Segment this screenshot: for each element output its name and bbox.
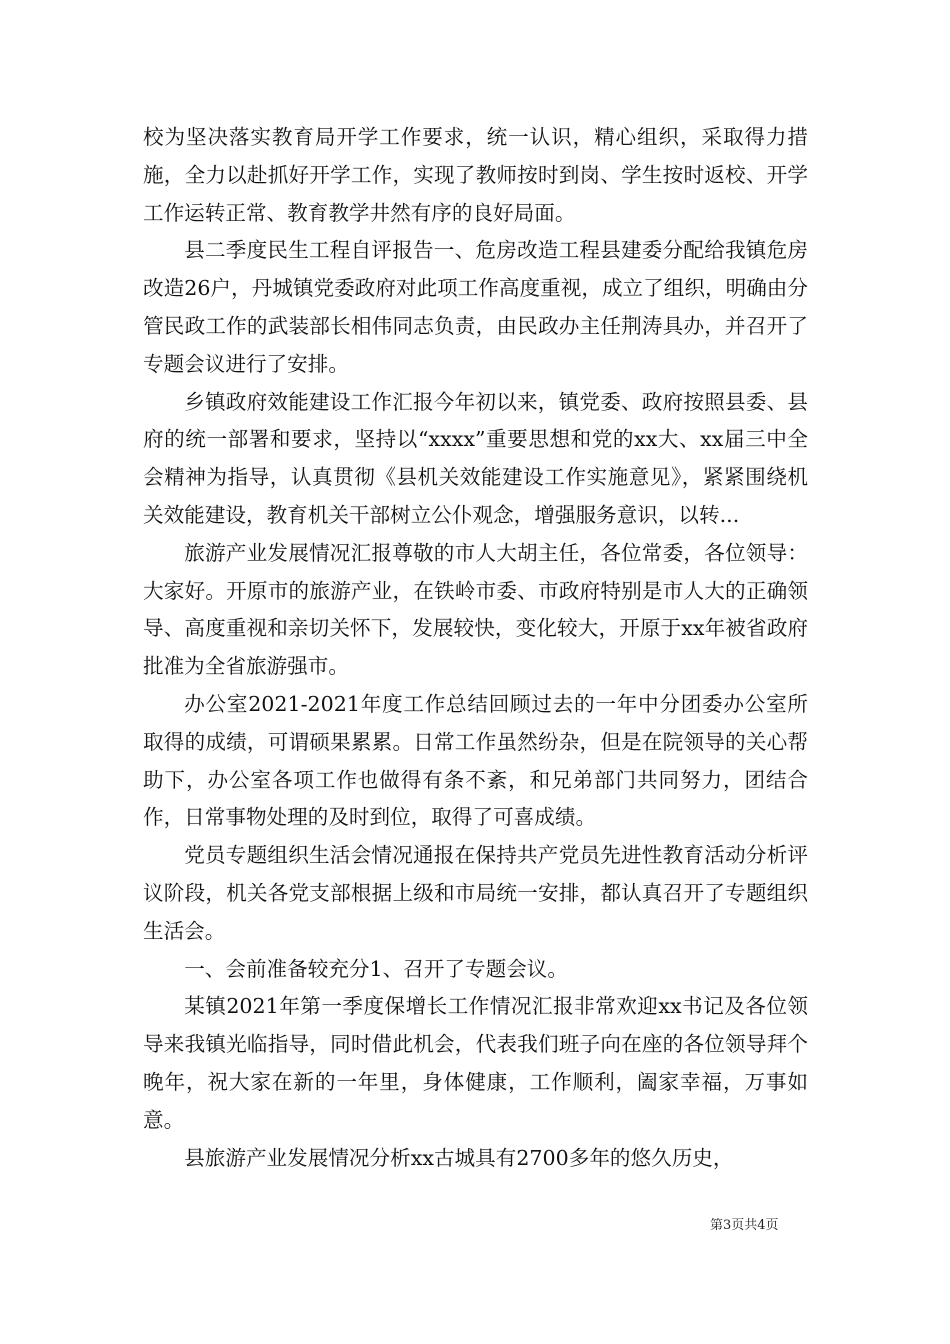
paragraph-3: 乡镇政府效能建设工作汇报今年初以来，镇党委、政府按照县委、县府的统一部署和要求，坚持以“xxxx”重要思想和党的xx大、xx届三中全会精神为指导，认真贯彻《县机关效能建设工作实施意见》，紧紧围绕机关效能建设，教育机关干部树立公仆观念，增强服务意识，以转... bbox=[143, 389, 808, 527]
paragraph-7: 一、会前准备较充分1、召开了专题会议。 bbox=[184, 956, 568, 981]
paragraph-9: 县旅游产业发展情况分析xx古城具有2700多年的悠久历史， bbox=[184, 1145, 734, 1170]
paragraph-8: 某镇2021年第一季度保增长工作情况汇报非常欢迎xx书记及各位领导来我镇光临指导，同时借此机会，代表我们班子向在座的各位领导拜个晚年，祝大家在新的一年里，身体健康，工作顺利，阖家幸福，万事如意。 bbox=[143, 994, 808, 1132]
page-number-footer: 第3页共4页 bbox=[710, 1218, 779, 1233]
document-body bbox=[143, 119, 808, 1177]
paragraph-6: 党员专题组织生活会情况通报在保持共产党员先进性教育活动分析评议阶段，机关各党支部根据上级和市局统一安排，都认真召开了专题组织生活会。 bbox=[143, 843, 808, 943]
paragraph-2: 县二季度民生工程自评报告一、危房改造工程县建委分配给我镇危房改造26户，丹城镇党委政府对此项工作高度重视，成立了组织，明确由分管民政工作的武装部长相伟同志负责，由民政办主任荆涛具办，并召开了专题会议进行了安排。 bbox=[143, 238, 808, 376]
paragraph-4: 旅游产业发展情况汇报尊敬的市人大胡主任，各位常委，各位领导：大家好。开原市的旅游产业，在铁岭市委、市政府特别是市人大的正确领导、高度重视和亲切关怀下，发展较快，变化较大，开原于xx年被省政府批准为全省旅游强市。 bbox=[143, 540, 808, 679]
paragraph-5: 办公室2021-2021年度工作总结回顾过去的一年中分团委办公室所取得的成绩，可谓硕果累累。日常工作虽然纷杂，但是在院领导的关心帮助下，办公室各项工作也做得有条不紊，和兄弟部门共同努力，团结合作，日常事物处理的及时到位，取得了可喜成绩。 bbox=[143, 691, 808, 830]
paragraph-1: 校为坚决落实教育局开学工作要求，统一认识，精心组织，采取得力措施，全力以赴抓好开学工作，实现了教师按时到岗、学生按时返校、开学工作运转正常、教育教学井然有序的良好局面。 bbox=[143, 125, 808, 225]
